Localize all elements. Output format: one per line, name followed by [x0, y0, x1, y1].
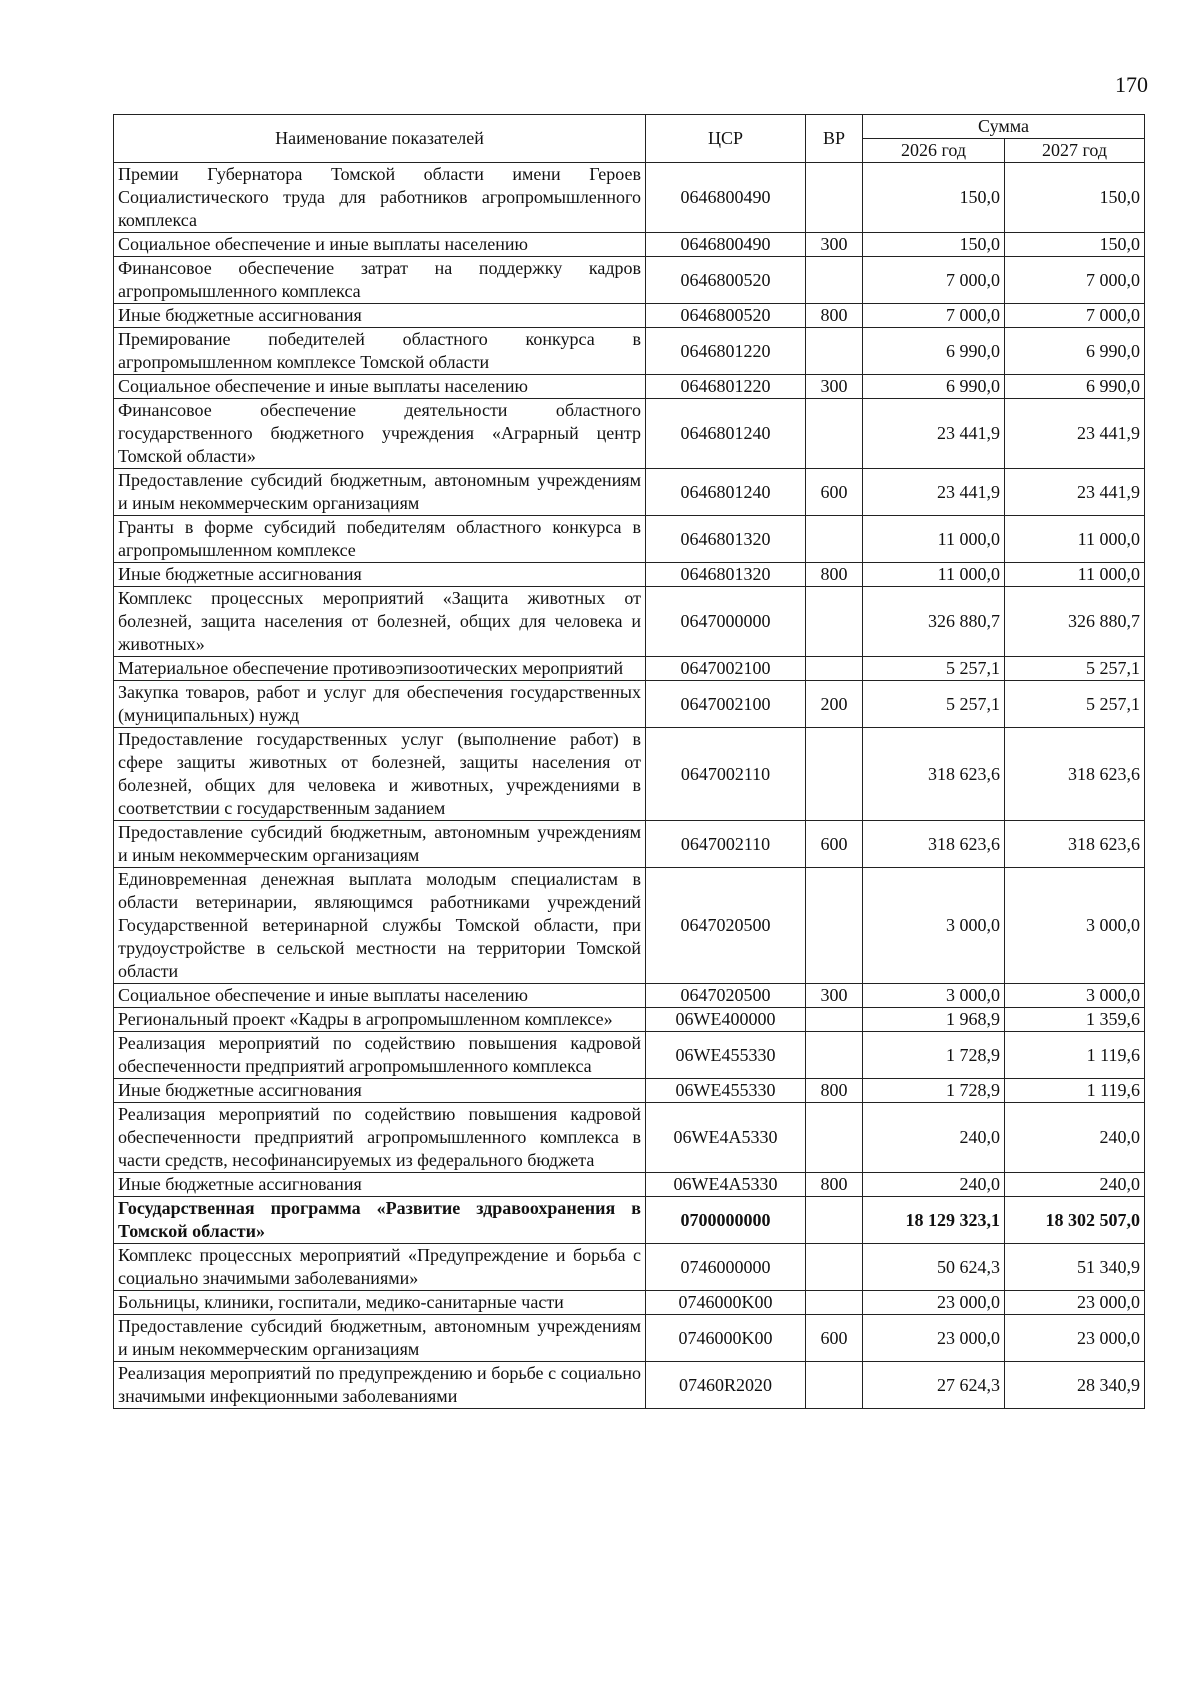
row-sum-2027: 23 441,9: [1005, 469, 1145, 516]
table-row: [114, 681, 1145, 728]
row-name: Предоставление субсидий бюджетным, автономным учреждениям и иным некоммерческим организациям: [114, 821, 646, 868]
table-row: [114, 304, 1145, 328]
row-vr: [806, 728, 863, 821]
row-vr: 600: [806, 469, 863, 516]
row-name: Социальное обеспечение и иные выплаты населению: [114, 984, 646, 1008]
row-vr: [806, 1032, 863, 1079]
row-name: Реализация мероприятий по содействию повышения кадровой обеспеченности предприятий агропромышленного комплекса в части средств, несофинансируемых из федерального бюджета: [114, 1103, 646, 1173]
row-name: Социальное обеспечение и иные выплаты населению: [114, 233, 646, 257]
row-csr: 06WE455330: [646, 1079, 806, 1103]
row-csr: 0647002110: [646, 821, 806, 868]
row-vr: 300: [806, 984, 863, 1008]
row-sum-2026: 240,0: [863, 1103, 1005, 1173]
table-row: [114, 1315, 1145, 1362]
table-row: [114, 868, 1145, 984]
row-sum-2026: 11 000,0: [863, 516, 1005, 563]
row-sum-2026: 240,0: [863, 1173, 1005, 1197]
header-2027: 2027 год: [1005, 139, 1145, 163]
row-sum-2026: 23 000,0: [863, 1291, 1005, 1315]
row-csr: 07460R2020: [646, 1362, 806, 1409]
row-name: Предоставление субсидий бюджетным, автономным учреждениям и иным некоммерческим организациям: [114, 1315, 646, 1362]
row-csr: 0647002100: [646, 681, 806, 728]
row-sum-2026: 11 000,0: [863, 563, 1005, 587]
row-sum-2026: 23 000,0: [863, 1315, 1005, 1362]
row-name: Премии Губернатора Томской области имени Героев Социалистического труда для работников агропромышленного комплекса: [114, 163, 646, 233]
table-row: [114, 1362, 1145, 1409]
row-name: Иные бюджетные ассигнования: [114, 304, 646, 328]
row-sum-2027: 28 340,9: [1005, 1362, 1145, 1409]
row-sum-2027: 326 880,7: [1005, 587, 1145, 657]
row-name: Реализация мероприятий по содействию повышения кадровой обеспеченности предприятий агропромышленного комплекса: [114, 1032, 646, 1079]
table-row: [114, 821, 1145, 868]
row-sum-2026: 318 623,6: [863, 821, 1005, 868]
row-sum-2026: 23 441,9: [863, 469, 1005, 516]
row-vr: [806, 657, 863, 681]
page-number: 170: [1115, 72, 1148, 97]
table-row: [114, 1079, 1145, 1103]
row-name: Иные бюджетные ассигнования: [114, 1079, 646, 1103]
row-sum-2026: 5 257,1: [863, 657, 1005, 681]
row-csr: 0646801240: [646, 399, 806, 469]
row-name: Региональный проект «Кадры в агропромышленном комплексе»: [114, 1008, 646, 1032]
row-name: Реализация мероприятий по предупреждению и борьбе с социально значимыми инфекционными заболеваниями: [114, 1362, 646, 1409]
table-row: [114, 163, 1145, 233]
row-csr: 0646800520: [646, 257, 806, 304]
table-row: [114, 1244, 1145, 1291]
row-sum-2027: 23 000,0: [1005, 1315, 1145, 1362]
table-row: [114, 1173, 1145, 1197]
row-csr: 0646801320: [646, 563, 806, 587]
row-vr: [806, 257, 863, 304]
row-vr: 600: [806, 1315, 863, 1362]
row-sum-2027: 240,0: [1005, 1173, 1145, 1197]
table-row: [114, 257, 1145, 304]
row-sum-2026: 18 129 323,1: [863, 1197, 1005, 1244]
row-vr: [806, 1244, 863, 1291]
row-vr: [806, 163, 863, 233]
row-sum-2027: 23 000,0: [1005, 1291, 1145, 1315]
row-csr: 06WE4A5330: [646, 1103, 806, 1173]
table-row: [114, 1008, 1145, 1032]
row-vr: 300: [806, 233, 863, 257]
row-csr: 0746000K00: [646, 1315, 806, 1362]
row-sum-2027: 318 623,6: [1005, 728, 1145, 821]
row-csr: 0647002110: [646, 728, 806, 821]
table-row: [114, 469, 1145, 516]
table-row: [114, 1032, 1145, 1079]
row-vr: [806, 399, 863, 469]
row-sum-2026: 6 990,0: [863, 375, 1005, 399]
row-sum-2027: 3 000,0: [1005, 984, 1145, 1008]
row-csr: 0647000000: [646, 587, 806, 657]
row-name: Больницы, клиники, госпитали, медико-санитарные части: [114, 1291, 646, 1315]
row-sum-2027: 11 000,0: [1005, 563, 1145, 587]
row-sum-2027: 18 302 507,0: [1005, 1197, 1145, 1244]
row-csr: 0646800520: [646, 304, 806, 328]
row-sum-2026: 3 000,0: [863, 868, 1005, 984]
row-csr: 06WE4A5330: [646, 1173, 806, 1197]
table-row: [114, 375, 1145, 399]
row-sum-2027: 51 340,9: [1005, 1244, 1145, 1291]
row-sum-2027: 6 990,0: [1005, 328, 1145, 375]
row-sum-2026: 6 990,0: [863, 328, 1005, 375]
row-name: Иные бюджетные ассигнования: [114, 563, 646, 587]
budget-table: [113, 114, 1145, 1409]
row-vr: [806, 1362, 863, 1409]
row-csr: 0646801220: [646, 328, 806, 375]
row-sum-2027: 11 000,0: [1005, 516, 1145, 563]
table-row: [114, 1197, 1145, 1244]
row-sum-2027: 1 359,6: [1005, 1008, 1145, 1032]
row-name: Финансовое обеспечение затрат на поддержку кадров агропромышленного комплекса: [114, 257, 646, 304]
row-csr: 0647002100: [646, 657, 806, 681]
row-vr: [806, 328, 863, 375]
row-vr: 800: [806, 304, 863, 328]
table-row: [114, 516, 1145, 563]
row-sum-2026: 50 624,3: [863, 1244, 1005, 1291]
row-vr: 800: [806, 1079, 863, 1103]
row-name: Единовременная денежная выплата молодым специалистам в области ветеринарии, являющимся работниками учреждений Государственной ветеринарной службы Томской области, при трудоустройстве в сельской местности на территории Томской области: [114, 868, 646, 984]
row-sum-2026: 1 728,9: [863, 1032, 1005, 1079]
table-row: [114, 984, 1145, 1008]
row-vr: 800: [806, 1173, 863, 1197]
row-sum-2027: 5 257,1: [1005, 681, 1145, 728]
row-vr: [806, 868, 863, 984]
row-csr: 0647020500: [646, 984, 806, 1008]
row-sum-2026: 1 728,9: [863, 1079, 1005, 1103]
row-sum-2026: 7 000,0: [863, 304, 1005, 328]
row-sum-2026: 3 000,0: [863, 984, 1005, 1008]
row-sum-2026: 5 257,1: [863, 681, 1005, 728]
row-sum-2027: 1 119,6: [1005, 1079, 1145, 1103]
row-sum-2026: 1 968,9: [863, 1008, 1005, 1032]
table-row: [114, 233, 1145, 257]
row-sum-2027: 6 990,0: [1005, 375, 1145, 399]
header-csr: ЦСР: [646, 115, 806, 163]
row-csr: 0646801320: [646, 516, 806, 563]
table-row: [114, 563, 1145, 587]
row-sum-2027: 150,0: [1005, 163, 1145, 233]
row-csr: 0646801240: [646, 469, 806, 516]
row-name: Комплекс процессных мероприятий «Защита животных от болезней, защита населения от болезней, общих для человека и животных»: [114, 587, 646, 657]
row-sum-2027: 150,0: [1005, 233, 1145, 257]
row-vr: [806, 516, 863, 563]
row-name: Премирование победителей областного конкурса в агропромышленном комплексе Томской области: [114, 328, 646, 375]
row-csr: 0646800490: [646, 233, 806, 257]
row-csr: 0700000000: [646, 1197, 806, 1244]
row-csr: 0647020500: [646, 868, 806, 984]
row-name: Материальное обеспечение противоэпизоотических мероприятий: [114, 657, 646, 681]
row-sum-2027: 1 119,6: [1005, 1032, 1145, 1079]
row-csr: 0746000K00: [646, 1291, 806, 1315]
row-name: Предоставление государственных услуг (выполнение работ) в сфере защиты животных от болезней, защиты населения от болезней, общих для человека и животных, учреждениями в соответствии с государственным заданием: [114, 728, 646, 821]
row-csr: 0746000000: [646, 1244, 806, 1291]
row-sum-2027: 3 000,0: [1005, 868, 1145, 984]
row-name: Комплекс процессных мероприятий «Предупреждение и борьба с социально значимыми заболеваниями»: [114, 1244, 646, 1291]
row-sum-2026: 150,0: [863, 233, 1005, 257]
row-sum-2027: 240,0: [1005, 1103, 1145, 1173]
table-row: [114, 728, 1145, 821]
table-body: [114, 163, 1145, 1409]
row-name: Закупка товаров, работ и услуг для обеспечения государственных (муниципальных) нужд: [114, 681, 646, 728]
table-row: [114, 1103, 1145, 1173]
row-sum-2026: 326 880,7: [863, 587, 1005, 657]
row-csr: 06WE455330: [646, 1032, 806, 1079]
row-sum-2027: 5 257,1: [1005, 657, 1145, 681]
row-vr: [806, 587, 863, 657]
row-vr: [806, 1291, 863, 1315]
table-row: [114, 657, 1145, 681]
row-sum-2027: 23 441,9: [1005, 399, 1145, 469]
table-row: [114, 1291, 1145, 1315]
row-name: Гранты в форме субсидий победителям областного конкурса в агропромышленном комплексе: [114, 516, 646, 563]
row-name: Иные бюджетные ассигнования: [114, 1173, 646, 1197]
row-name: Государственная программа «Развитие здравоохранения в Томской области»: [114, 1197, 646, 1244]
row-csr: 0646801220: [646, 375, 806, 399]
row-vr: 300: [806, 375, 863, 399]
row-sum-2027: 7 000,0: [1005, 257, 1145, 304]
row-sum-2026: 150,0: [863, 163, 1005, 233]
row-vr: 200: [806, 681, 863, 728]
row-vr: [806, 1103, 863, 1173]
row-sum-2026: 23 441,9: [863, 399, 1005, 469]
row-csr: 06WE400000: [646, 1008, 806, 1032]
row-vr: 600: [806, 821, 863, 868]
row-name: Социальное обеспечение и иные выплаты населению: [114, 375, 646, 399]
header-name: Наименование показателей: [114, 115, 646, 163]
row-vr: [806, 1197, 863, 1244]
row-vr: 800: [806, 563, 863, 587]
row-sum-2026: 7 000,0: [863, 257, 1005, 304]
table-row: [114, 587, 1145, 657]
header-vr: ВР: [806, 115, 863, 163]
header-2026: 2026 год: [863, 139, 1005, 163]
row-name: Финансовое обеспечение деятельности областного государственного бюджетного учреждения «Аграрный центр Томской области»: [114, 399, 646, 469]
row-sum-2026: 27 624,3: [863, 1362, 1005, 1409]
row-sum-2026: 318 623,6: [863, 728, 1005, 821]
row-csr: 0646800490: [646, 163, 806, 233]
header-sum: Сумма: [863, 115, 1145, 139]
row-sum-2027: 318 623,6: [1005, 821, 1145, 868]
row-vr: [806, 1008, 863, 1032]
table-row: [114, 328, 1145, 375]
row-name: Предоставление субсидий бюджетным, автономным учреждениям и иным некоммерческим организациям: [114, 469, 646, 516]
table-row: [114, 399, 1145, 469]
row-sum-2027: 7 000,0: [1005, 304, 1145, 328]
